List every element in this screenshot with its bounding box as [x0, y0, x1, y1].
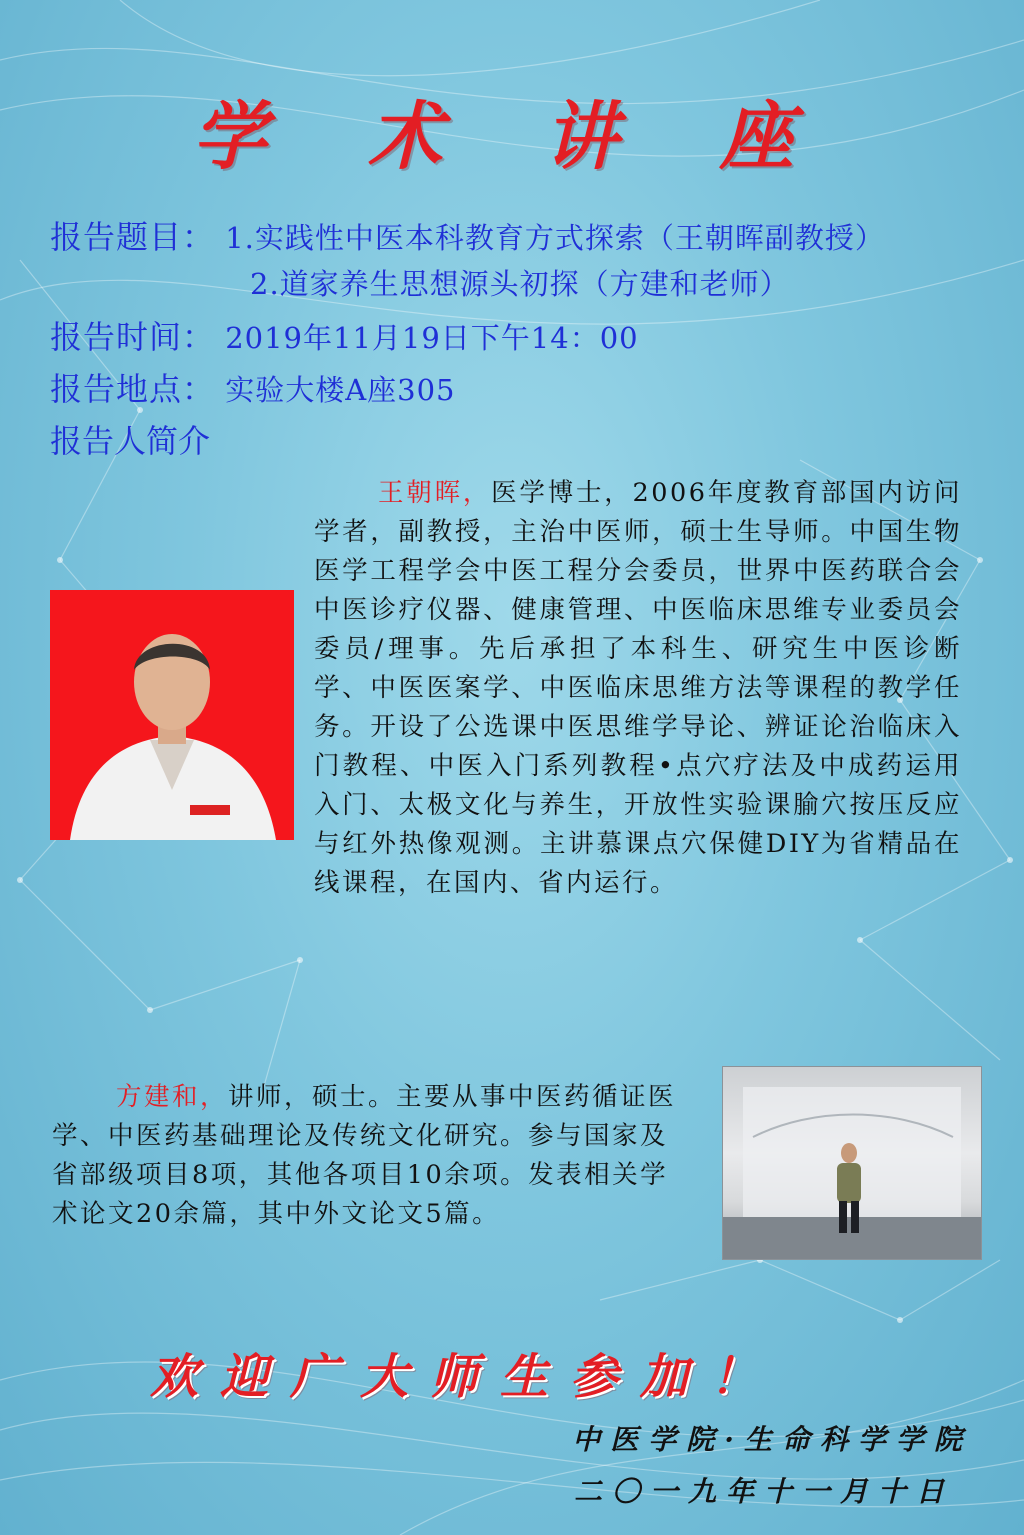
- place-label: 报告地点：: [50, 370, 216, 408]
- time-line: [50, 312, 639, 358]
- speaker2-name: 方建和，: [116, 1082, 229, 1112]
- topic-item-1: 1.实践性中医本科教育方式探索（王朝晖副教授）: [225, 221, 885, 255]
- speaker2-bio: [52, 1078, 692, 1234]
- speaker1-name: 王朝晖，: [378, 478, 492, 508]
- topic-line-2: [250, 262, 790, 303]
- speaker1-photo: [50, 590, 294, 840]
- place-value: 实验大楼A座305: [225, 373, 456, 407]
- time-label: 报告时间：: [50, 318, 216, 356]
- organizer: 中医学院·生命科学学院: [572, 1423, 972, 1456]
- topic-label: 报告题目：: [50, 218, 216, 256]
- place-line: [50, 364, 455, 410]
- speaker1-bio: [314, 474, 962, 903]
- topic-line-1: [50, 212, 885, 258]
- poster-title: 学 术 讲 座: [192, 94, 832, 180]
- topic-item-2: 2.道家养生思想源头初探（方建和老师）: [250, 267, 790, 301]
- speaker-intro-heading: 报告人简介: [50, 422, 211, 460]
- speaker2-photo: [722, 1066, 982, 1260]
- time-value: 2019年11月19日下午14：00: [225, 321, 639, 355]
- issue-date: 二〇一九年十一月十日: [573, 1475, 954, 1508]
- speaker2-bio-text: 讲师，硕士。主要从事中医药循证医学、中医药基础理论及传统文化研究。参与国家及省部级项目8项，其他各项目10余项。发表相关学术论文20余篇，其中外文论文5篇。: [52, 1082, 677, 1229]
- speaker1-bio-text: 医学博士，2006年度教育部国内访问学者，副教授，主治中医师，硕士生导师。中国生物医学工程学会中医工程分会委员，世界中医药联合会中医诊疗仪器、健康管理、中医临床思维专业委员会委员/理事。先后承担了本科生、研究生中医诊断学、中医医案学、中医临床思维方法等课程的教学任务。开设了公选课中医思维学导论、辨证论治临床入门教程、中医入门系列教程•点穴疗法及中成药运用入门、太极文化与养生，开放性实验课腧穴按压反应与红外热像观测。主讲慕课点穴保健DIY为省精品在线课程，在国内、省内运行。: [314, 478, 962, 898]
- welcome-slogan: 欢迎广大师生参加！: [150, 1349, 781, 1405]
